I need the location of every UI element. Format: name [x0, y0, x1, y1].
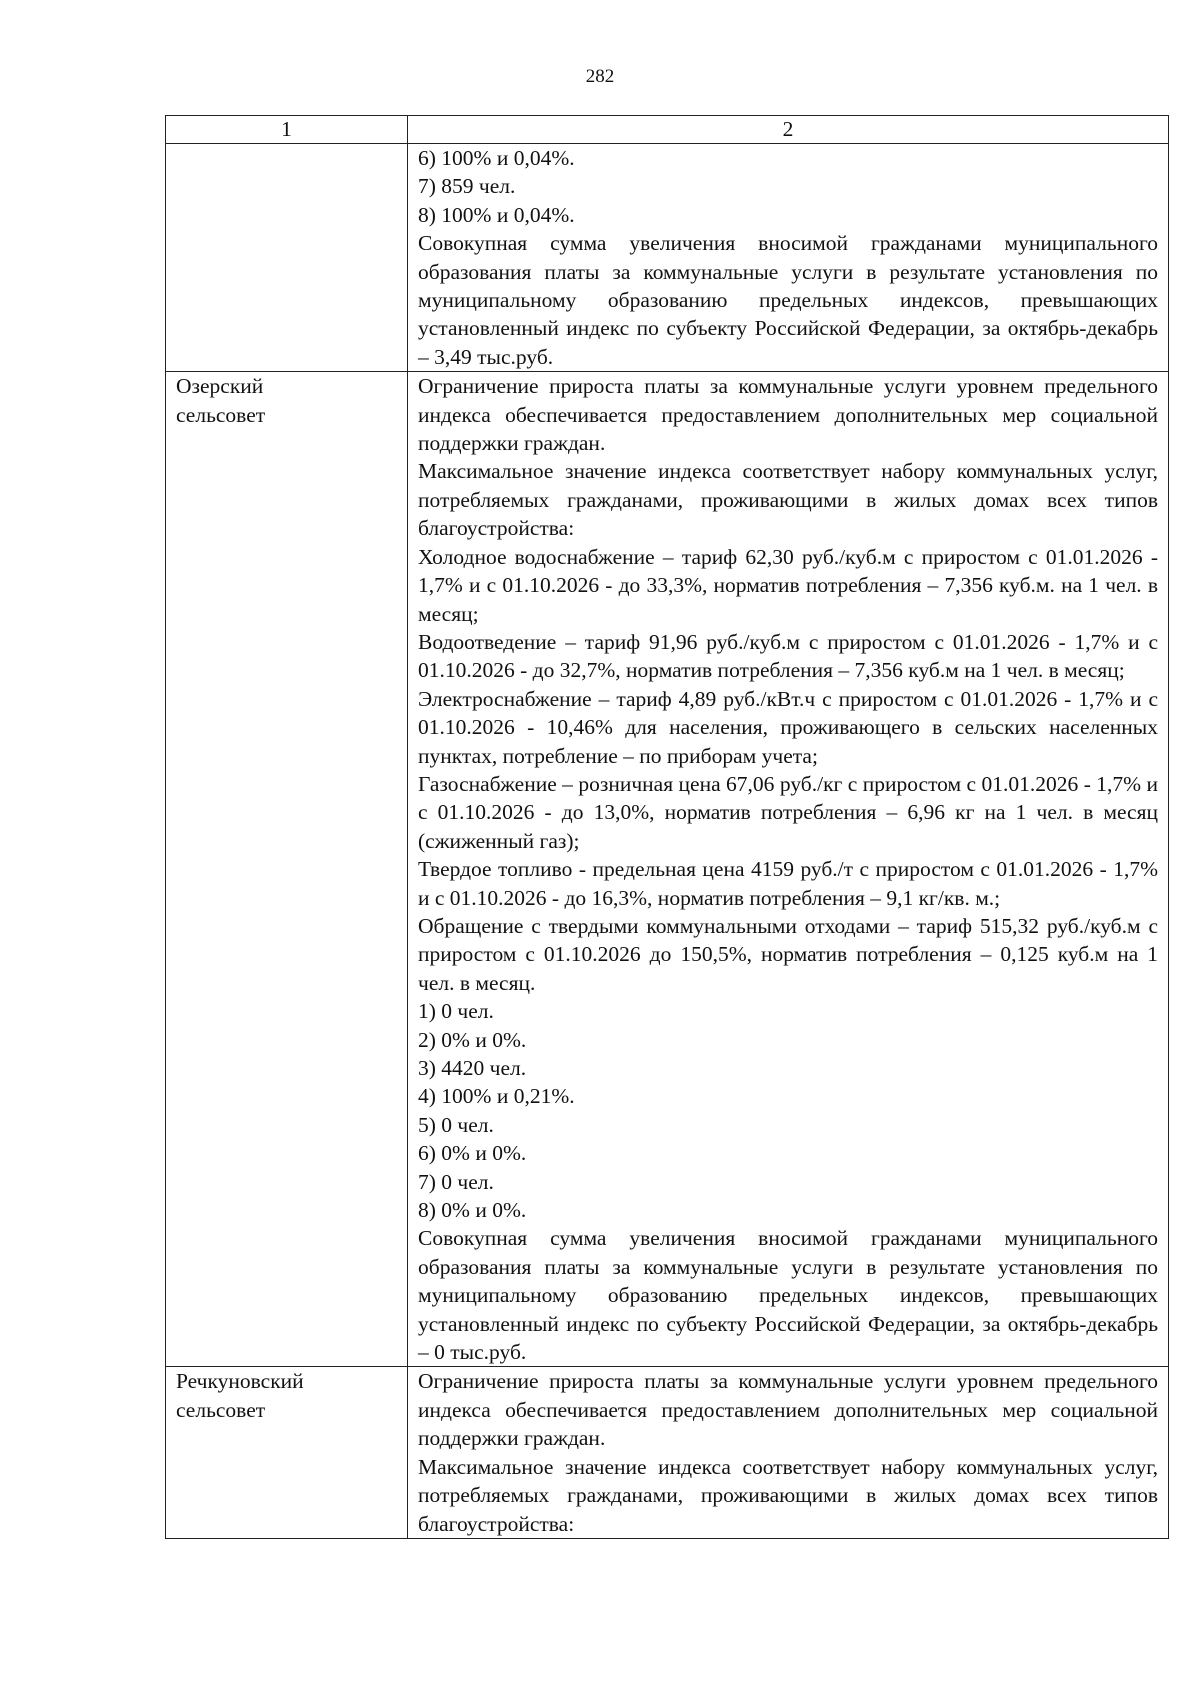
municipality-cell: [166, 1367, 408, 1538]
max-index-paragraph: Максимальное значение индекса соответствует набору коммунальных услуг, потребляемых гражданами, проживающими в жилых домах всех типов благоустройства:: [418, 1454, 1158, 1536]
municipality-name: Озерский сельсовет: [176, 374, 266, 427]
list-item: 2) 0% и 0%.: [418, 1027, 527, 1052]
list-item: 6) 100% и 0,04%.: [418, 146, 575, 170]
column-header-2: 2: [408, 116, 1169, 144]
list-item: 3) 4420 чел.: [418, 1056, 527, 1080]
service-paragraph: Электроснабжение – тариф 4,89 руб./кВт.ч с приростом с 01.01.2026 - 1,7% и с 01.10.2026 - 10,46% для населения, проживающего в сельских населенных пунктах, потребление – по приборам учета;: [418, 686, 1158, 768]
service-paragraph: Твердое топливо - предельная цена 4159 руб./т с приростом с 01.01.2026 - 1,7% и с 01.10.2026 - до 16,3%, норматив потребления – 9,1 кг/кв. м.;: [418, 857, 1158, 910]
details-cell: [408, 372, 1169, 1367]
list-item: 7) 0 чел.: [418, 1169, 494, 1194]
details-cell-continuation: [408, 144, 1169, 372]
max-index-paragraph: Максимальное значение индекса соответствует набору коммунальных услуг, потребляемых гражданами, проживающими в жилых домах всех типов благоустройства:: [418, 459, 1158, 541]
list-item: 4) 100% и 0,21%.: [418, 1084, 575, 1109]
column-header-1: 1: [166, 116, 408, 144]
intro-paragraph: Ограничение прироста платы за коммунальные услуги уровнем предельного индекса обеспечивается предоставлением дополнительных мер социальной поддержки граждан.: [418, 374, 1158, 456]
table-header-row: [166, 116, 1169, 144]
service-paragraph: Водоотведение – тариф 91,96 руб./куб.м с приростом с 01.01.2026 - 1,7% и с 01.10.2026 - до 32,7%, норматив потребления – 7,356 куб.м на 1 чел. в месяц;: [418, 629, 1158, 683]
municipality-cell-empty: [166, 144, 408, 372]
service-paragraph: Газоснабжение – розничная цена 67,06 руб./кг с приростом с 01.01.2026 - 1,7% и с 01.10.2026 - до 13,0%, норматив потребления – 6,96 кг на 1 чел. в месяц (сжиженный газ);: [418, 771, 1158, 853]
list-item: 8) 0% и 0%.: [418, 1198, 527, 1223]
summary-paragraph: Совокупная сумма увеличения вносимой гражданами муниципального образования платы за коммунальные услуги в результате установления по муниципальному образованию предельных индексов, превышающих установленный индекс по субъекту Российской Федерации, за октябрь-декабрь – 3,49 тыс.руб.: [418, 231, 1158, 369]
list-item: 5) 0 чел.: [418, 1112, 494, 1137]
summary-paragraph: Совокупная сумма увеличения вносимой гражданами муниципального образования платы за коммунальные услуги в результате установления по муниципальному образованию предельных индексов, превышающих установленный индекс по субъекту Российской Федерации, за октябрь-декабрь – 0 тыс.руб.: [418, 1226, 1158, 1365]
table-row-rechkunovsky: [166, 1367, 1169, 1538]
list-item: 7) 859 чел.: [418, 174, 516, 199]
list-item: 8) 100% и 0,04%.: [418, 202, 575, 227]
page-number: 282: [585, 66, 615, 87]
list-item: 1) 0 чел.: [418, 999, 494, 1024]
service-paragraph: Холодное водоснабжение – тариф 62,30 руб./куб.м с приростом с 01.01.2026 - 1,7% и с 01.10.2026 - до 33,3%, норматив потребления – 7,356 куб.м. на 1 чел. в месяц;: [418, 544, 1158, 626]
list-item: 6) 0% и 0%.: [418, 1141, 527, 1166]
municipality-name: Речкуновский сельсовет: [176, 1369, 304, 1422]
table-row-ozersky: [166, 372, 1169, 1367]
municipality-cell: [166, 372, 408, 1367]
table-row-continuation: [166, 144, 1169, 372]
document-table: [165, 115, 1169, 1539]
details-cell: [408, 1367, 1169, 1538]
service-paragraph: Обращение с твердыми коммунальными отходами – тариф 515,32 руб./куб.м с приростом с 01.10.2026 до 150,5%, норматив потребления – 0,125 куб.м на 1 чел. в месяц.: [418, 913, 1158, 995]
intro-paragraph: Ограничение прироста платы за коммунальные услуги уровнем предельного индекса обеспечивается предоставлением дополнительных мер социальной поддержки граждан.: [418, 1369, 1158, 1451]
